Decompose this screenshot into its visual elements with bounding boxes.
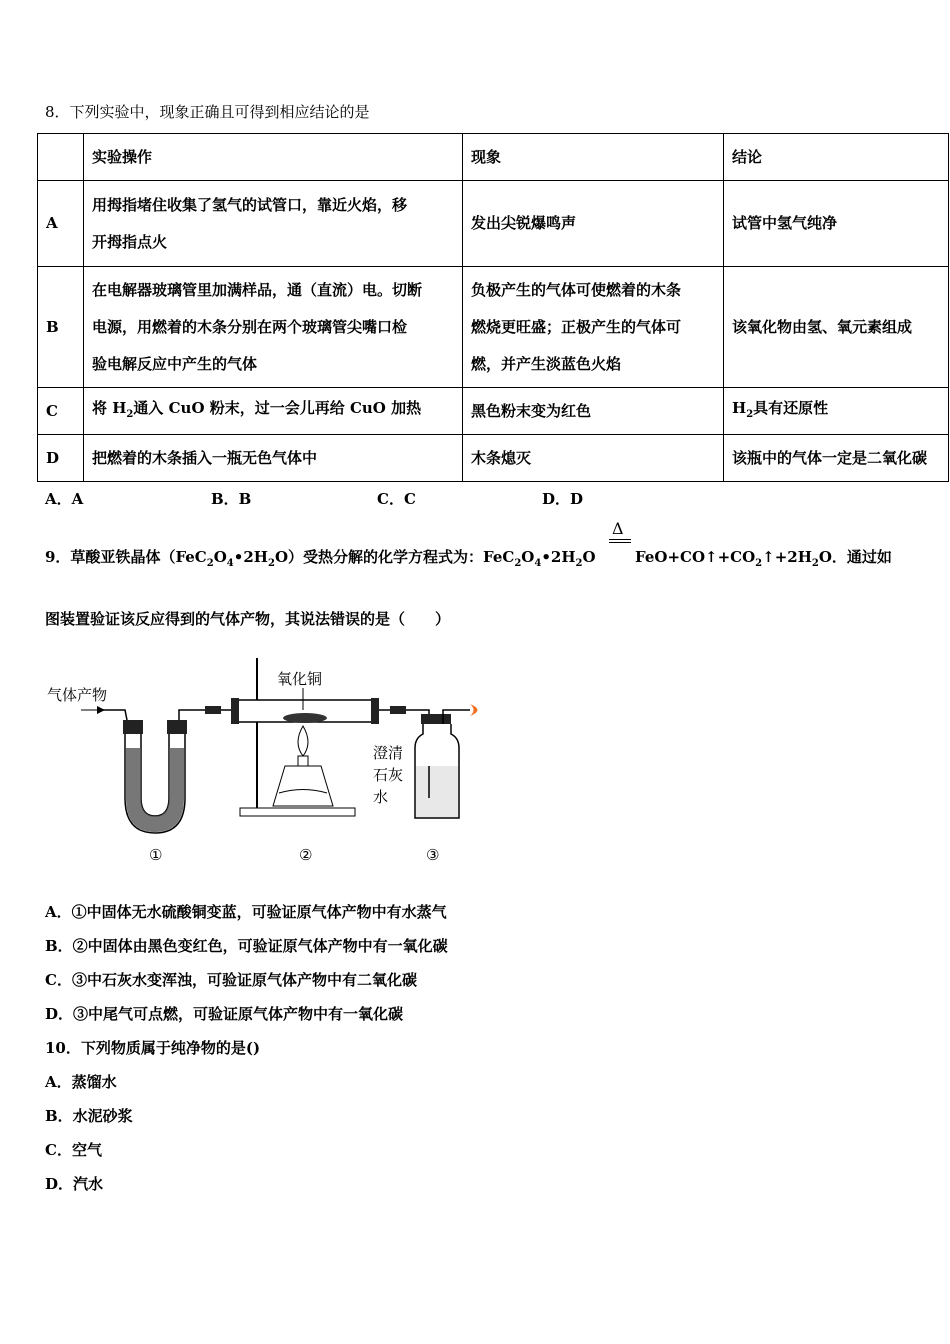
q10-option-d[interactable]: D．汽水 [45, 1175, 104, 1193]
rubber-tube-1 [205, 706, 221, 714]
header-phenomenon: 现象 [463, 134, 724, 181]
q9-option-a[interactable]: A．①中固体无水硫酸铜变蓝，可验证原气体产物中有水蒸气 [45, 903, 447, 921]
row-label: D [38, 435, 84, 482]
row-label: B [38, 267, 84, 388]
q8-option-c[interactable]: C．C [377, 490, 416, 508]
phenomenon-line: 燃，并产生淡蓝色火焰 [471, 354, 622, 373]
eq-part: O [213, 548, 227, 566]
eq-sub: 2 [206, 558, 214, 569]
operation-cell [84, 181, 463, 267]
u-tube-inner [141, 734, 169, 816]
eq-sub: 4 [534, 558, 542, 569]
apparatus-number-3: ③ [426, 846, 440, 864]
eq-part: O [521, 548, 535, 566]
eq-part: •2H [541, 548, 576, 566]
u-tube-solid [126, 748, 184, 832]
conclusion-text: H [732, 398, 747, 417]
operation-text: 通入 CuO 粉末，过一会儿再给 CuO 加热 [133, 398, 422, 417]
eq-part: 9．草酸亚铁晶体（FeC [45, 548, 207, 566]
connector-1 [179, 710, 205, 720]
operation-line: 开拇指点火 [92, 232, 168, 251]
conclusion-text: 具有还原性 [753, 398, 829, 417]
conclusion-cell: 该氧化物由氢、氧元素组成 [724, 267, 949, 388]
gas-label: 气体产物 [47, 686, 108, 704]
table-row-d [38, 435, 949, 482]
q10-option-c[interactable]: C．空气 [45, 1141, 102, 1159]
operation-text: 将 H [92, 398, 127, 417]
eq-part: ↑+2H [762, 548, 812, 566]
operation-line: 验电解反应中产生的气体 [92, 354, 258, 373]
row-label: C [38, 388, 84, 435]
apparatus-number-2: ② [299, 846, 313, 864]
limewater-liquid [416, 766, 458, 817]
q8-option-b[interactable]: B．B [211, 490, 252, 508]
limewater-label-1: 澄清 [373, 744, 404, 762]
eq-part: O [582, 548, 596, 566]
conclusion-cell [724, 388, 949, 435]
operation-line: 电源，用燃着的木条分别在两个玻璃管尖嘴口检 [92, 317, 408, 336]
inlet-tube [103, 710, 127, 720]
eq-part: O．通过如 [818, 548, 892, 566]
table-row-c [38, 388, 949, 435]
phenomenon-cell: 木条熄灭 [463, 435, 724, 482]
eq-sub: 2 [811, 558, 819, 569]
q9-option-c[interactable]: C．③中石灰水变浑浊，可验证原气体产物中有二氧化碳 [45, 971, 417, 989]
bottle-stopper [421, 714, 451, 724]
row-label: A [38, 181, 84, 267]
operation-cell [84, 388, 463, 435]
lamp-neck [298, 756, 308, 766]
phenomenon-line: 负极产生的气体可使燃着的木条 [471, 280, 682, 299]
subscript: 2 [126, 408, 134, 420]
tail-gas-flame [470, 704, 478, 716]
tube-stopper-left [231, 698, 239, 724]
q10-option-a[interactable]: A．蒸馏水 [45, 1073, 117, 1091]
operation-line: 在电解器玻璃管里加满样品，通（直流）电。切断 [92, 280, 423, 299]
eq-part: •2H [233, 548, 268, 566]
eq-part: FeO+CO↑+CO [635, 548, 756, 566]
stand-base [240, 808, 355, 816]
u-tube-stopper-right [167, 720, 187, 734]
q8-title: 8．下列实验中，现象正确且可得到相应结论的是 [45, 103, 370, 121]
eq-sub: 4 [226, 558, 234, 569]
header-blank [38, 134, 84, 181]
u-tube-stopper-left [123, 720, 143, 734]
q10-option-b[interactable]: B．水泥砂浆 [45, 1107, 133, 1125]
eq-part: O）受热分解的化学方程式为：FeC [274, 548, 515, 566]
q8-option-a[interactable]: A．A [45, 490, 84, 508]
q9-equation-products [635, 546, 892, 569]
q9-option-b[interactable]: B．②中固体由黑色变红色，可验证原气体产物中有一氧化碳 [45, 937, 448, 955]
operation-cell: 把燃着的木条插入一瓶无色气体中 [84, 435, 463, 482]
q10-title: 10．下列物质属于纯净物的是() [45, 1039, 261, 1057]
delta-symbol: Δ [612, 519, 624, 538]
table-row-b [38, 267, 949, 388]
operation-line: 用拇指堵住收集了氢气的试管口，靠近火焰，移 [92, 195, 408, 214]
q9-equation-reactant [45, 546, 596, 569]
phenomenon-cell: 发出尖锐爆鸣声 [463, 181, 724, 267]
limewater-label-3: 水 [373, 788, 389, 806]
phenomenon-cell: 黑色粉末变为红色 [463, 388, 724, 435]
phenomenon-line: 燃烧更旺盛；正极产生的气体可 [471, 317, 682, 336]
table-row-a [38, 181, 949, 267]
operation-cell [84, 267, 463, 388]
phenomenon-cell [463, 267, 724, 388]
subscript: 2 [746, 408, 754, 420]
q9-option-d[interactable]: D．③中尾气可点燃，可验证原气体产物中有一氧化碳 [45, 1005, 404, 1023]
q8-option-d[interactable]: D．D [542, 490, 584, 508]
copper-oxide-powder [283, 713, 327, 723]
limewater-label-2: 石灰 [373, 766, 404, 784]
table-header-row [38, 134, 949, 181]
equals-bar-top [609, 539, 631, 540]
q9-stem-line2: 图装置验证该反应得到的气体产物，其说法错误的是（ ） [45, 610, 451, 628]
apparatus-number-1: ① [149, 846, 163, 864]
alcohol-lamp [273, 766, 333, 806]
rubber-tube-2 [390, 706, 406, 714]
apparatus-figure [45, 648, 495, 868]
eq-sub: 2 [267, 558, 275, 569]
eq-sub: 2 [514, 558, 522, 569]
tube-stopper-right [371, 698, 379, 724]
cuo-label: 氧化铜 [277, 670, 323, 688]
header-conclusion: 结论 [724, 134, 949, 181]
eq-sub: 2 [755, 558, 763, 569]
equals-bar-bottom [609, 542, 631, 543]
conclusion-cell: 该瓶中的气体一定是二氧化碳 [724, 435, 949, 482]
conclusion-cell: 试管中氢气纯净 [724, 181, 949, 267]
flame [298, 726, 308, 756]
header-operation: 实验操作 [84, 134, 463, 181]
eq-sub: 2 [575, 558, 583, 569]
experiment-table [37, 133, 949, 482]
